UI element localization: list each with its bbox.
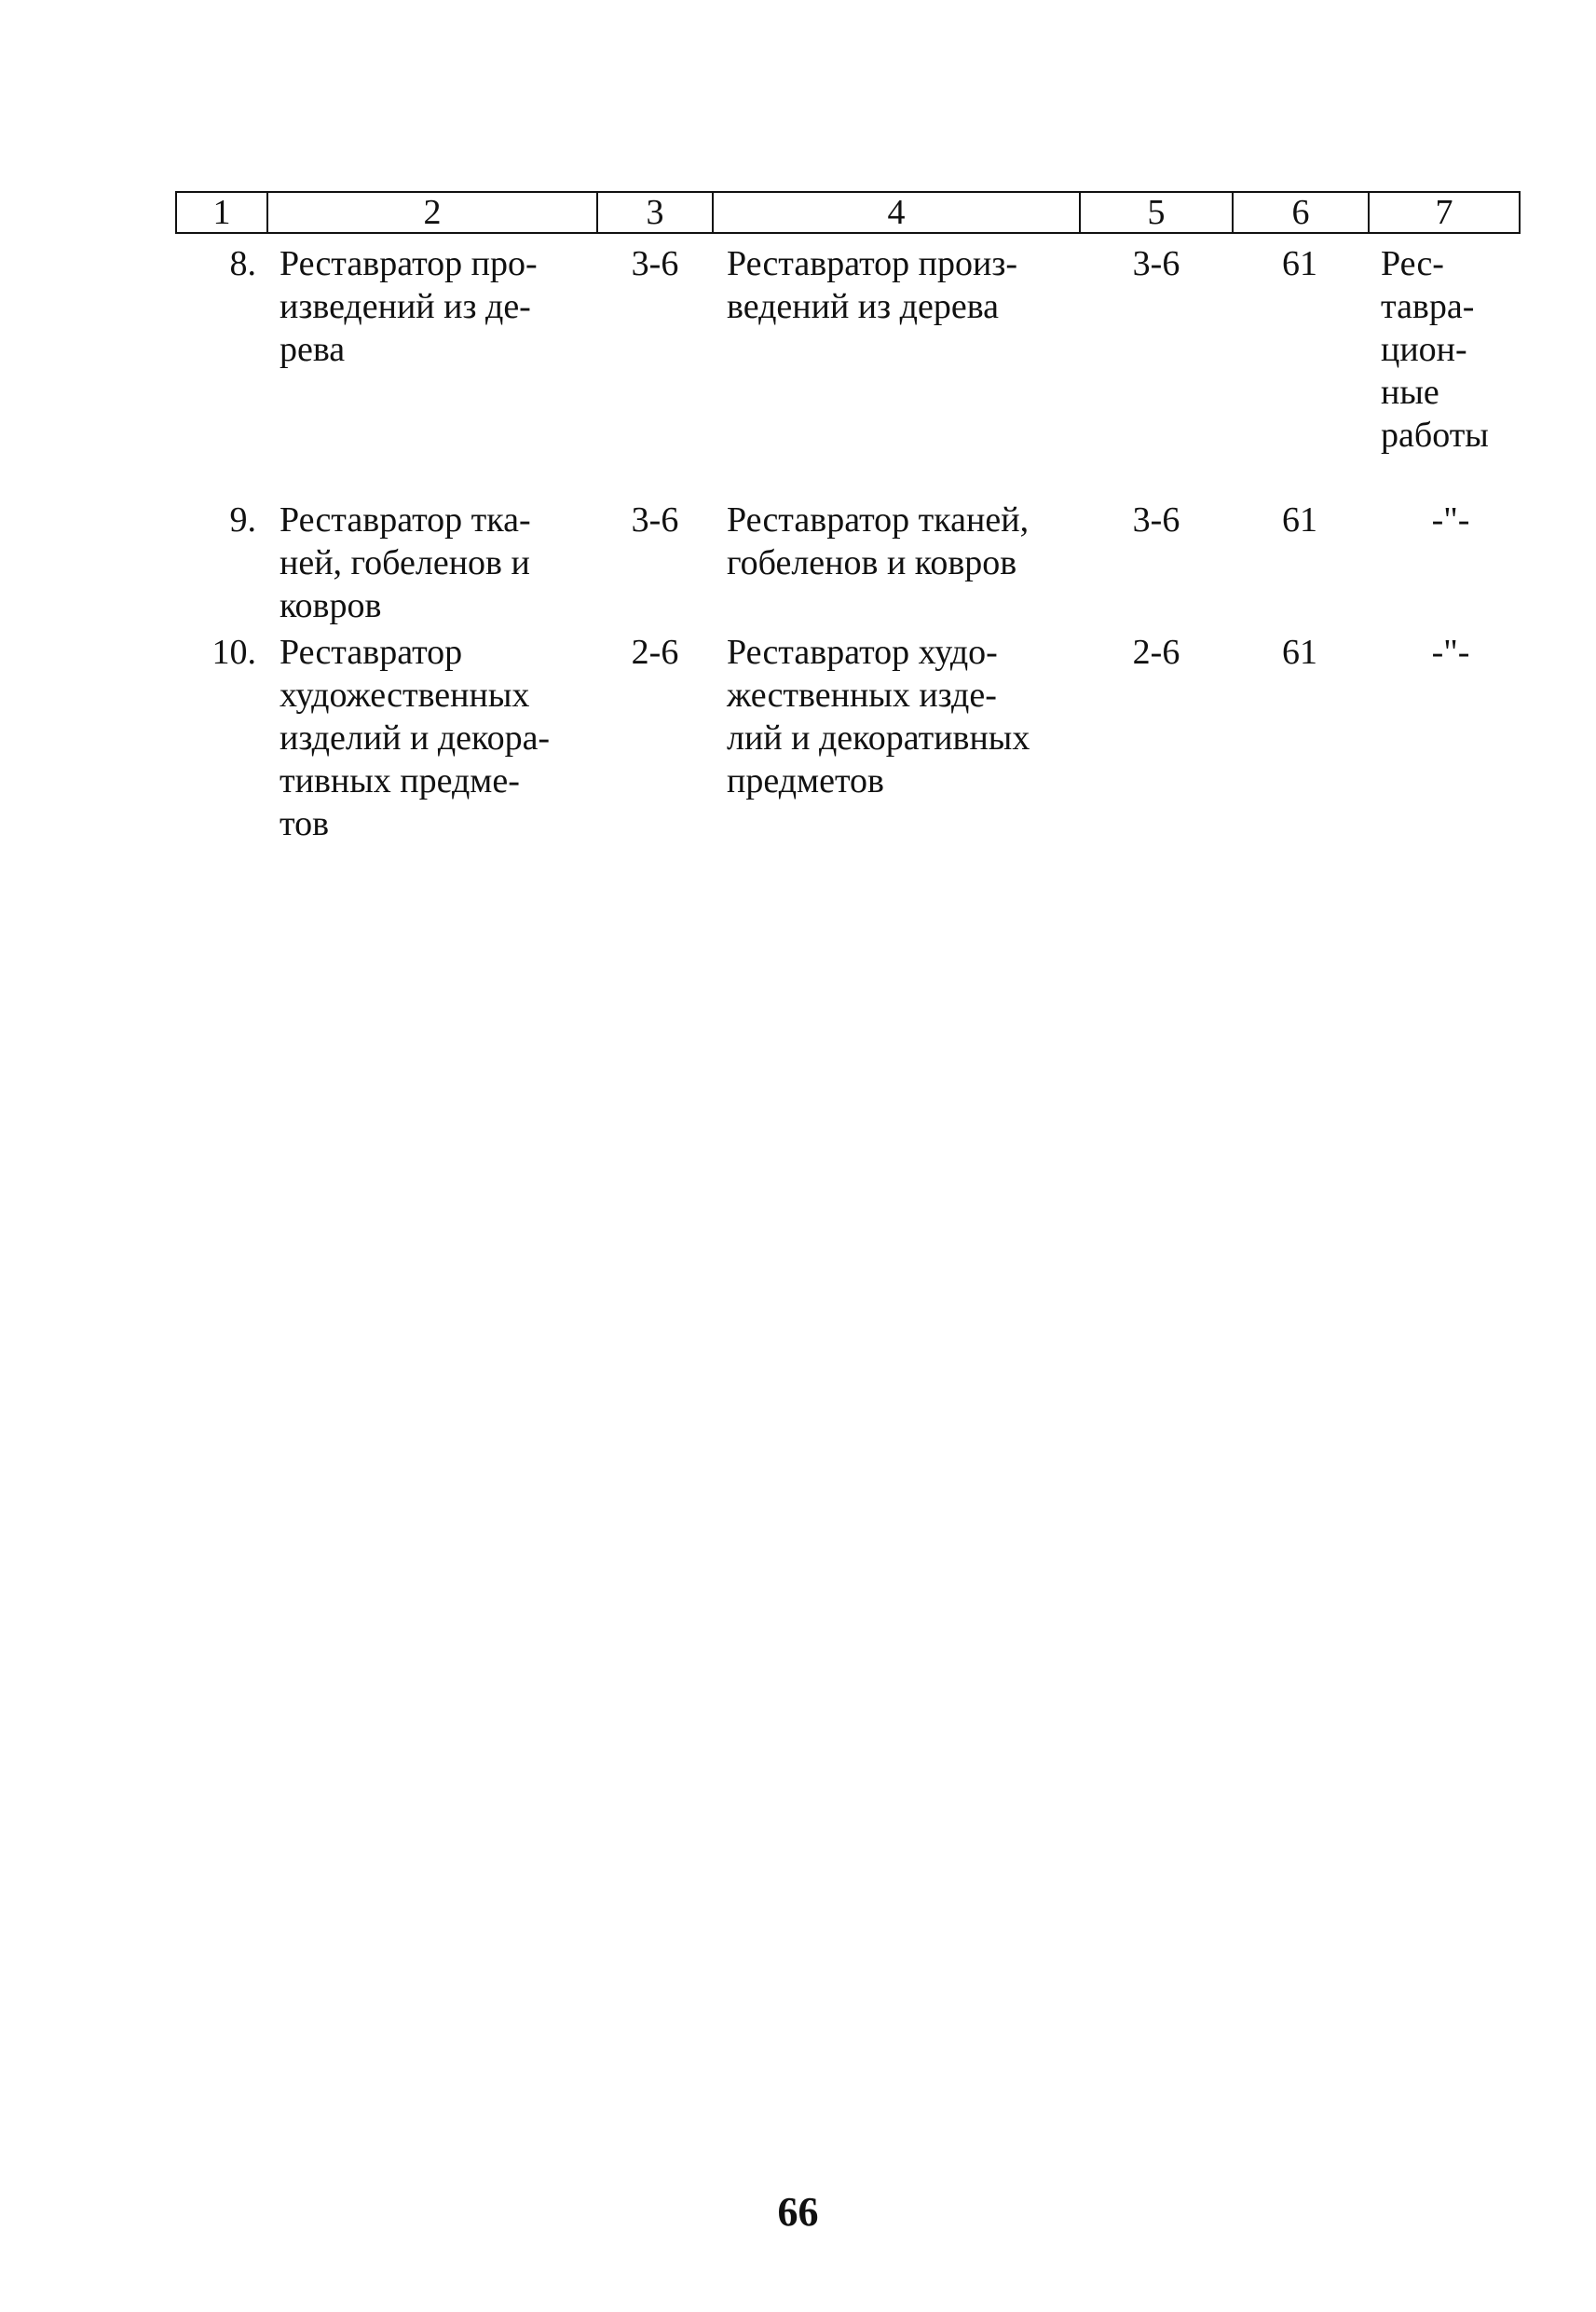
row-10-grade-range-new: 2-6 bbox=[1132, 633, 1180, 672]
table-header-cell-3: 3 bbox=[596, 191, 714, 234]
table-header-cell-4: 4 bbox=[712, 191, 1081, 234]
table-header-cell-5: 5 bbox=[1079, 191, 1234, 234]
table-header-cell-6: 6 bbox=[1232, 191, 1370, 234]
row-8-code: 61 bbox=[1282, 244, 1317, 283]
row-8-grade-range: 3-6 bbox=[631, 244, 679, 283]
row-10-number: 10. bbox=[211, 633, 256, 672]
table-header-cell-1: 1 bbox=[175, 191, 268, 234]
table-header-cell-2: 2 bbox=[266, 191, 598, 234]
row-10-profession-new: Реставратор худо- жественных изде- лий и декоративных предметов bbox=[727, 633, 1030, 800]
row-8-profession-new: Реставратор произ- ведений из дерева bbox=[727, 244, 1018, 326]
row-10-section: -"- bbox=[1431, 633, 1470, 672]
row-8-profession: Реставратор про- изведений из де- рева bbox=[280, 244, 538, 369]
row-8-grade-range-new: 3-6 bbox=[1132, 244, 1180, 283]
row-10-profession: Реставратор художественных изделий и декора- тивных предме- тов bbox=[280, 633, 551, 843]
table-header-cell-7: 7 bbox=[1368, 191, 1521, 234]
row-8-number: 8. bbox=[229, 244, 256, 283]
row-10-grade-range: 2-6 bbox=[631, 633, 679, 672]
row-10-code: 61 bbox=[1282, 633, 1317, 672]
row-9-code: 61 bbox=[1282, 500, 1317, 540]
page-number: 66 bbox=[777, 2189, 819, 2235]
row-9-number: 9. bbox=[229, 500, 256, 540]
row-9-grade-range-new: 3-6 bbox=[1132, 500, 1180, 540]
row-9-grade-range: 3-6 bbox=[631, 500, 679, 540]
row-9-section: -"- bbox=[1431, 500, 1470, 540]
row-8-section: Рес- тавра- цион- ные работы bbox=[1381, 244, 1489, 455]
row-9-profession-new: Реставратор тканей, гобеленов и ковров bbox=[727, 500, 1030, 582]
row-9-profession: Реставратор тка- ней, гобеленов и ковров bbox=[280, 500, 531, 625]
